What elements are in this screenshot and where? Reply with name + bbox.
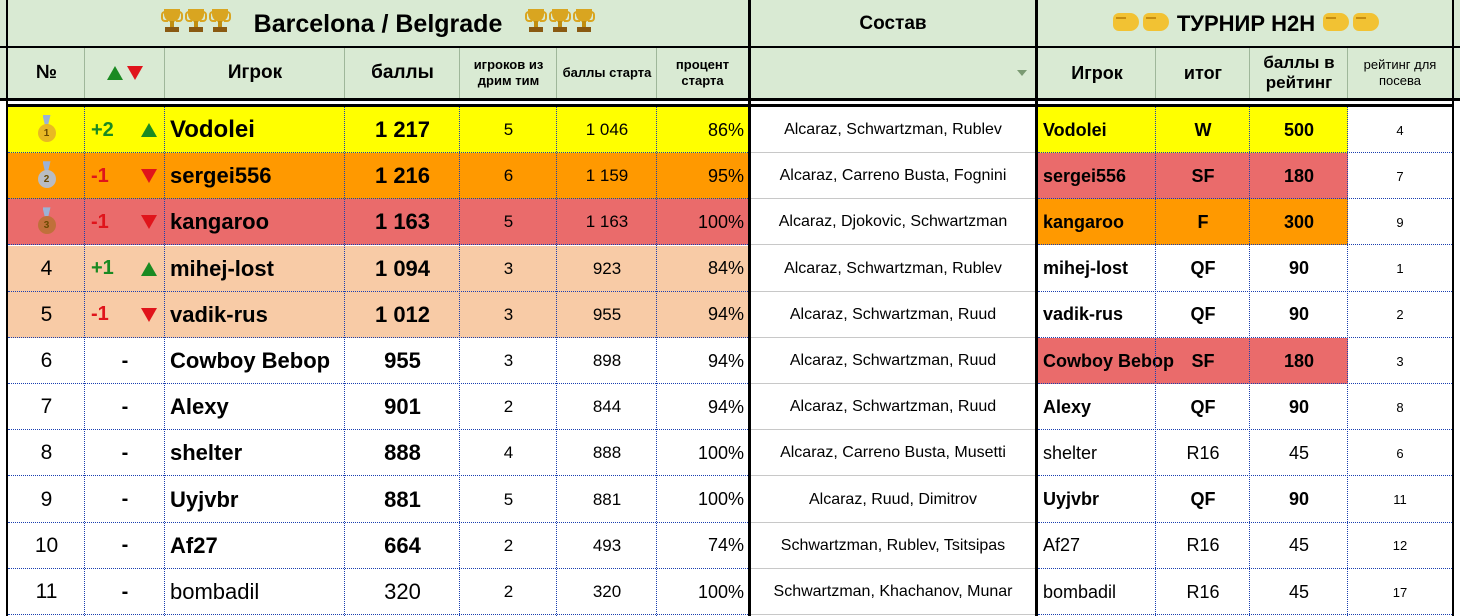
start-points-value[interactable]: 1 163 — [585, 212, 629, 232]
rank-cell[interactable] — [8, 153, 85, 199]
arrow-up-icon — [141, 262, 157, 276]
start-percent-value[interactable]: 86% — [707, 119, 744, 140]
player-name[interactable]: Vodolei — [170, 116, 255, 143]
grid-line — [344, 106, 345, 616]
dream-team-count[interactable]: 3 — [503, 351, 514, 370]
start-percent-value[interactable]: 74% — [707, 535, 744, 556]
rating-points-value[interactable]: 45 — [1288, 581, 1310, 602]
points-value[interactable]: 881 — [384, 486, 421, 512]
h2h-title-cell[interactable] — [1038, 0, 1454, 48]
h2h-player-name[interactable]: mihej-lost — [1043, 258, 1129, 279]
change-cell[interactable]: - — [121, 349, 129, 372]
trophy-icon — [208, 9, 232, 40]
rating-points-value[interactable]: 180 — [1283, 165, 1315, 186]
grid-line — [84, 106, 85, 616]
rank-cell[interactable]: 10 — [34, 533, 59, 557]
start-percent-value[interactable]: 94% — [707, 350, 744, 371]
lineup-value[interactable]: Schwartzman, Rublev, Tsitsipas — [780, 536, 1006, 554]
table-row[interactable] — [8, 430, 1452, 476]
grid-line — [1452, 0, 1454, 616]
seed-rating-value[interactable]: 17 — [1392, 584, 1408, 600]
arrow-down-icon — [127, 66, 143, 80]
start-points-value[interactable]: 888 — [592, 443, 622, 463]
arrow-down-icon — [141, 169, 157, 183]
points-value[interactable]: 901 — [384, 394, 421, 420]
start-percent-value[interactable]: 100% — [697, 442, 744, 463]
tournament-title-cell[interactable] — [8, 0, 748, 48]
dream-team-count[interactable]: 2 — [503, 535, 514, 555]
table-row[interactable] — [8, 384, 1452, 430]
start-percent-value[interactable]: 100% — [697, 211, 744, 232]
seed-rating-value[interactable]: 1 — [1396, 261, 1404, 277]
player-name[interactable]: shelter — [170, 440, 243, 466]
change-cell[interactable]: - — [121, 395, 129, 418]
h2h-player-name[interactable]: Alexy — [1043, 396, 1092, 417]
table-row[interactable] — [8, 477, 1452, 523]
change-value: -1 — [91, 164, 109, 187]
grid-line — [164, 48, 165, 98]
table-row[interactable] — [8, 199, 1452, 245]
start-points-value[interactable]: 881 — [592, 489, 622, 509]
h2h-player-name[interactable]: bombadil — [1043, 581, 1117, 602]
start-percent-value[interactable]: 94% — [707, 396, 744, 417]
change-cell[interactable] — [85, 199, 165, 245]
lineup-value[interactable]: Alcaraz, Schwartzman, Ruud — [789, 305, 997, 323]
start-percent-value[interactable]: 100% — [697, 489, 744, 510]
points-value[interactable]: 664 — [384, 532, 421, 558]
result-value[interactable]: SF — [1191, 350, 1215, 371]
start-points-value[interactable]: 923 — [592, 258, 622, 278]
rank-cell[interactable]: 8 — [40, 441, 53, 465]
seed-rating-value[interactable]: 4 — [1396, 122, 1404, 138]
dream-team-count[interactable]: 2 — [503, 397, 514, 417]
col-points-header[interactable]: баллы — [371, 62, 434, 83]
player-name[interactable]: kangaroo — [170, 209, 270, 235]
player-name[interactable]: sergei556 — [170, 163, 272, 189]
row-divider — [8, 614, 748, 615]
grid-line — [459, 106, 460, 616]
rank-cell[interactable]: 5 — [40, 302, 53, 326]
points-value[interactable]: 1 163 — [374, 209, 431, 235]
rank-cell[interactable]: 6 — [40, 349, 53, 372]
dream-team-count[interactable]: 5 — [503, 489, 514, 509]
rating-points-value[interactable]: 180 — [1283, 350, 1315, 371]
grid-line — [556, 106, 557, 616]
lineup-value[interactable]: Alcaraz, Ruud, Dimitrov — [808, 490, 978, 508]
rating-points-value[interactable]: 90 — [1288, 396, 1310, 417]
player-name[interactable]: mihej-lost — [170, 255, 274, 281]
h2h-player-name[interactable]: Uyjvbr — [1043, 489, 1100, 510]
header-divider — [0, 46, 1460, 48]
rank-cell[interactable]: 7 — [40, 395, 53, 419]
col-rating-points-header[interactable]: баллы в рейтинг — [1263, 53, 1335, 92]
lineup-value[interactable]: Alcaraz, Schwartzman, Ruud — [789, 398, 997, 416]
grid-line — [556, 48, 557, 98]
trophy-icon — [548, 9, 572, 40]
fist-bump-icon — [1351, 11, 1381, 37]
h2h-player-name[interactable]: sergei556 — [1043, 165, 1127, 186]
dream-team-count[interactable]: 3 — [503, 258, 514, 278]
arrow-up-icon — [141, 123, 157, 137]
lineup-value[interactable]: Alcaraz, Djokovic, Schwartzman — [778, 213, 1008, 231]
chevron-down-icon — [1017, 70, 1027, 76]
col-result-header[interactable]: итог — [1183, 62, 1223, 83]
player-name[interactable]: Uyjvbr — [170, 486, 239, 512]
fist-bump-icon — [1321, 11, 1351, 37]
grid-line — [344, 48, 345, 98]
points-value[interactable]: 1 216 — [374, 163, 431, 189]
start-percent-value[interactable]: 94% — [707, 304, 744, 325]
points-value[interactable]: 1 094 — [374, 255, 431, 281]
start-points-value[interactable]: 1 159 — [585, 166, 629, 186]
points-value[interactable]: 955 — [384, 348, 421, 373]
lineup-title[interactable]: Состав — [859, 13, 927, 34]
result-value[interactable]: QF — [1190, 396, 1216, 417]
dream-team-count[interactable]: 6 — [503, 166, 514, 186]
dream-team-count[interactable]: 3 — [503, 304, 514, 324]
seed-rating-value[interactable]: 7 — [1396, 168, 1404, 184]
trophy-icon — [524, 9, 548, 40]
rating-points-value[interactable]: 45 — [1288, 442, 1310, 463]
change-cell[interactable]: - — [121, 441, 129, 464]
lineup-value[interactable]: Alcaraz, Schwartzman, Ruud — [789, 352, 997, 369]
col-num-header[interactable]: № — [35, 62, 58, 83]
grid-line — [1347, 106, 1348, 616]
table-row[interactable] — [8, 246, 1452, 292]
h2h-title: ТУРНИР Н2Н — [1176, 11, 1316, 36]
result-value[interactable]: W — [1194, 119, 1212, 140]
start-points-value[interactable]: 898 — [592, 351, 622, 370]
lineup-value[interactable]: Alcaraz, Schwartzman, Rublev — [784, 121, 1002, 138]
change-value: +2 — [91, 118, 114, 141]
col-dream-header[interactable]: игроков из дрим тим — [473, 56, 544, 88]
result-value[interactable]: QF — [1190, 304, 1216, 325]
start-points-value[interactable]: 493 — [592, 535, 622, 555]
rank-cell[interactable]: 11 — [35, 580, 58, 603]
rating-points-value[interactable]: 90 — [1288, 489, 1310, 510]
start-points-value[interactable]: 1 046 — [585, 120, 629, 139]
silver-medal-icon — [38, 161, 56, 191]
col-player-header[interactable]: Игрок — [227, 62, 283, 83]
trophy-icon — [572, 9, 596, 40]
col-seed-rating-header[interactable]: рейтинг для посева — [1363, 56, 1437, 88]
points-value[interactable]: 320 — [384, 579, 421, 604]
rank-cell[interactable] — [8, 107, 85, 153]
rank-cell[interactable]: 9 — [40, 487, 53, 511]
start-percent-value[interactable]: 84% — [707, 258, 744, 279]
h2h-player-name[interactable]: vadik-rus — [1043, 304, 1124, 325]
grid-line — [1347, 48, 1348, 98]
arrow-down-icon — [141, 308, 157, 322]
seed-rating-value[interactable]: 2 — [1396, 307, 1404, 323]
seed-rating-value[interactable]: 6 — [1396, 445, 1404, 461]
change-cell[interactable] — [85, 153, 165, 199]
player-name[interactable]: vadik-rus — [170, 301, 268, 327]
rank-cell[interactable] — [8, 199, 85, 245]
result-value[interactable]: SF — [1191, 165, 1215, 186]
rating-points-value[interactable]: 90 — [1288, 258, 1310, 279]
fist-bump-icon — [1111, 11, 1141, 37]
result-value[interactable]: F — [1197, 211, 1209, 232]
bronze-medal-icon — [38, 207, 56, 237]
player-name[interactable]: Af27 — [170, 532, 218, 558]
change-cell[interactable]: - — [121, 534, 129, 557]
table-row[interactable] — [8, 523, 1452, 569]
dream-team-count[interactable]: 5 — [503, 120, 514, 139]
col-start-points-header[interactable]: баллы старта — [562, 64, 652, 80]
player-name[interactable]: bombadil — [170, 579, 260, 604]
h2h-player-name[interactable]: Cowboy Bebop — [1043, 350, 1174, 371]
table-row[interactable] — [8, 569, 1452, 615]
result-value[interactable]: R16 — [1186, 581, 1220, 602]
result-value[interactable]: QF — [1190, 258, 1216, 279]
points-value[interactable]: 1 217 — [374, 117, 431, 142]
grid-line — [459, 48, 460, 98]
change-cell[interactable] — [85, 246, 165, 292]
grid-line — [656, 48, 657, 98]
table-row[interactable] — [8, 107, 1452, 153]
start-points-value[interactable]: 320 — [592, 582, 622, 601]
fist-bump-icon — [1141, 11, 1171, 37]
h2h-player-name[interactable]: kangaroo — [1043, 211, 1125, 232]
table-row[interactable] — [8, 338, 1452, 384]
change-value: +1 — [91, 257, 114, 280]
points-value[interactable]: 1 012 — [374, 301, 431, 327]
rating-points-value[interactable]: 90 — [1288, 304, 1310, 325]
arrow-down-icon — [141, 215, 157, 229]
change-value: -1 — [91, 303, 109, 326]
rating-points-value[interactable]: 300 — [1283, 211, 1315, 232]
seed-rating-value[interactable]: 12 — [1392, 538, 1408, 554]
seed-rating-value[interactable]: 9 — [1396, 214, 1404, 230]
lineup-filter-dropdown[interactable] — [751, 48, 1035, 98]
start-points-value[interactable]: 955 — [592, 304, 622, 324]
start-percent-value[interactable]: 100% — [697, 581, 744, 602]
grid-line — [1155, 106, 1156, 616]
dream-team-count[interactable]: 5 — [503, 212, 514, 232]
grid-line — [1249, 106, 1250, 616]
grid-line — [164, 106, 165, 616]
result-value[interactable]: R16 — [1186, 442, 1220, 463]
change-cell[interactable]: - — [121, 580, 129, 603]
body-top-border — [6, 104, 1454, 107]
rank-value: 3 — [43, 219, 50, 231]
arrow-up-icon — [107, 66, 123, 80]
result-value[interactable]: QF — [1190, 489, 1216, 510]
dream-team-count[interactable]: 2 — [503, 582, 514, 601]
rating-points-value[interactable]: 45 — [1288, 535, 1310, 556]
lineup-value[interactable]: Alcaraz, Schwartzman, Rublev — [784, 259, 1002, 277]
col-start-pct-header[interactable]: процент старта — [675, 56, 730, 88]
tournament-title: Barcelona / Belgrade — [253, 9, 503, 38]
rank-value: 2 — [43, 173, 50, 185]
lineup-value[interactable]: Alcaraz, Carreno Busta, Fognini — [779, 167, 1007, 185]
lineup-value[interactable]: Schwartzman, Khachanov, Munar — [773, 583, 1013, 600]
header-bottom-border — [0, 98, 1460, 101]
h2h-player-name[interactable]: Vodolei — [1043, 119, 1107, 140]
grid-line — [84, 48, 85, 98]
table-row[interactable] — [8, 153, 1452, 199]
dream-team-count[interactable]: 4 — [503, 443, 514, 463]
h2h-player-name[interactable]: Af27 — [1043, 535, 1081, 556]
grid-line — [1155, 48, 1156, 98]
h2h-player-name[interactable]: shelter — [1043, 442, 1098, 463]
trophy-icon — [184, 9, 208, 40]
lineup-value[interactable]: Alcaraz, Carreno Busta, Musetti — [780, 444, 1006, 462]
rating-points-value[interactable]: 500 — [1283, 119, 1315, 140]
change-cell[interactable]: - — [121, 488, 129, 511]
change-cell[interactable] — [85, 107, 165, 153]
grid-line — [656, 106, 657, 616]
start-points-value[interactable]: 844 — [592, 397, 622, 417]
change-value: -1 — [91, 210, 109, 233]
player-name[interactable]: Alexy — [170, 394, 229, 420]
row-divider — [751, 614, 1035, 615]
start-percent-value[interactable]: 95% — [707, 165, 744, 186]
seed-rating-value[interactable]: 3 — [1396, 353, 1404, 369]
table-row[interactable] — [8, 292, 1452, 338]
points-value[interactable]: 888 — [384, 440, 421, 466]
grid-line — [1249, 48, 1250, 98]
col-change-header[interactable] — [85, 48, 165, 98]
row-divider — [1038, 614, 1452, 615]
player-name[interactable]: Cowboy Bebop — [170, 348, 331, 373]
seed-rating-value[interactable]: 8 — [1396, 399, 1404, 415]
result-value[interactable]: R16 — [1186, 535, 1220, 556]
change-cell[interactable] — [85, 292, 165, 338]
gold-medal-icon — [38, 115, 56, 145]
col-h2h-player-header[interactable]: Игрок — [1071, 62, 1123, 83]
trophy-icon — [160, 9, 184, 40]
rank-cell[interactable]: 4 — [40, 256, 53, 280]
rank-value: 1 — [43, 127, 50, 139]
seed-rating-value[interactable]: 11 — [1393, 492, 1407, 508]
